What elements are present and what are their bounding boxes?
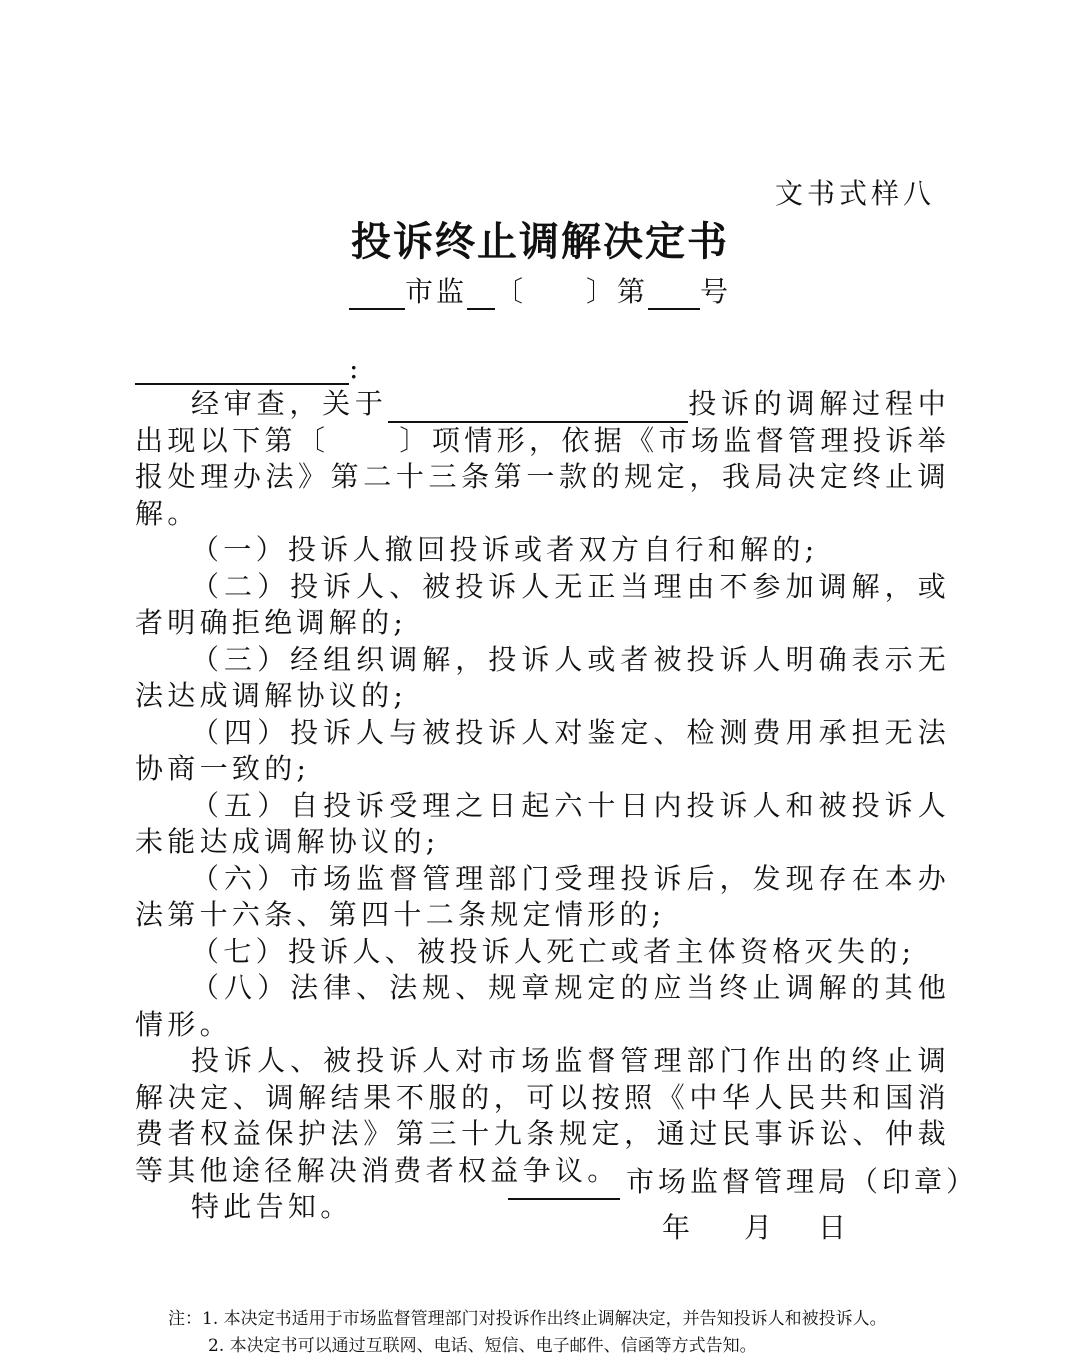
document-number-line	[0, 270, 1080, 310]
addressee-colon: :	[349, 352, 359, 385]
date-month: 月	[744, 1211, 773, 1244]
signature-line	[508, 1160, 978, 1200]
date-year: 年	[662, 1211, 691, 1244]
signature-org: 市场监督管理局（印章）	[626, 1165, 979, 1198]
docno-city: 市监	[404, 275, 467, 308]
date-line	[662, 1206, 846, 1246]
docno-di: 第	[617, 275, 649, 308]
footnotes	[168, 1306, 887, 1360]
circumstance-item-1: （一）投诉人撤回投诉或者双方自行和解的;	[191, 533, 819, 566]
intro-part-b: 投诉的调解过程中出现以下第〔	[135, 387, 950, 457]
intro-part-a: 经审查，关于	[191, 387, 388, 420]
docno-code-blank	[467, 278, 495, 310]
signature-blank	[508, 1168, 620, 1200]
circumstance-item-6: （六）市场监督管理部门受理投诉后，发现存在本办法第十六条、第四十二条规定情形的;	[135, 861, 950, 931]
addressee-line	[135, 352, 358, 385]
docno-bracket-open: 〔	[494, 275, 526, 308]
rights-paragraph: 投诉人、被投诉人对市场监督管理部门作出的终止调解决定、调解结果不服的，可以按照《中华人民共和国消费者权益保护法》第三十九条规定，通过民事诉讼、仲裁等其他途径解决消费者权益争议。	[135, 1044, 950, 1187]
footnote-1: 注：1. 本决定书适用于市场监督管理部门对投诉作出终止调解决定，并告知投诉人和被投诉人。	[168, 1309, 887, 1329]
circumstance-item-3: （三）经组织调解，投诉人或者被投诉人明确表示无法达成调解协议的;	[135, 642, 950, 712]
docno-hao: 号	[700, 275, 732, 308]
circumstance-item-8: （八）法律、法规、规章规定的应当终止调解的其他情形。	[135, 971, 950, 1041]
docno-serial-blank	[648, 278, 700, 310]
footnote-2: 2. 本决定书可以通过互联网、电话、短信、电子邮件、信函等方式告知。	[208, 1336, 757, 1356]
notice-paragraph: 特此告知。	[191, 1190, 353, 1223]
date-day: 日	[818, 1211, 847, 1244]
intro-part-c: 〕项情形，依据《市场监督管理投诉举报处理办法》第二十三条第一款的规定，我局决定终止调解。	[135, 423, 950, 530]
circumstance-item-2: （二）投诉人、被投诉人无正当理由不参加调解，或者明确拒绝调解的;	[135, 569, 950, 639]
addressee-blank	[135, 353, 349, 385]
docno-bracket-close: 〕	[585, 275, 617, 308]
complaint-subject-blank	[388, 391, 688, 423]
intro-paragraph	[135, 386, 950, 532]
circumstance-item-4: （四）投诉人与被投诉人对鉴定、检测费用承担无法协商一致的;	[135, 715, 950, 785]
document-type-label: 文书式样八	[774, 177, 935, 210]
docno-prefix-blank	[349, 278, 405, 310]
circumstance-item-7: （七）投诉人、被投诉人死亡或者主体资格灭失的;	[191, 934, 916, 968]
document-body	[135, 386, 950, 1226]
circumstance-item-5: （五）自投诉受理之日起六十日内投诉人和被投诉人未能达成调解协议的;	[135, 788, 950, 858]
document-title: 投诉终止调解决定书	[351, 218, 729, 265]
